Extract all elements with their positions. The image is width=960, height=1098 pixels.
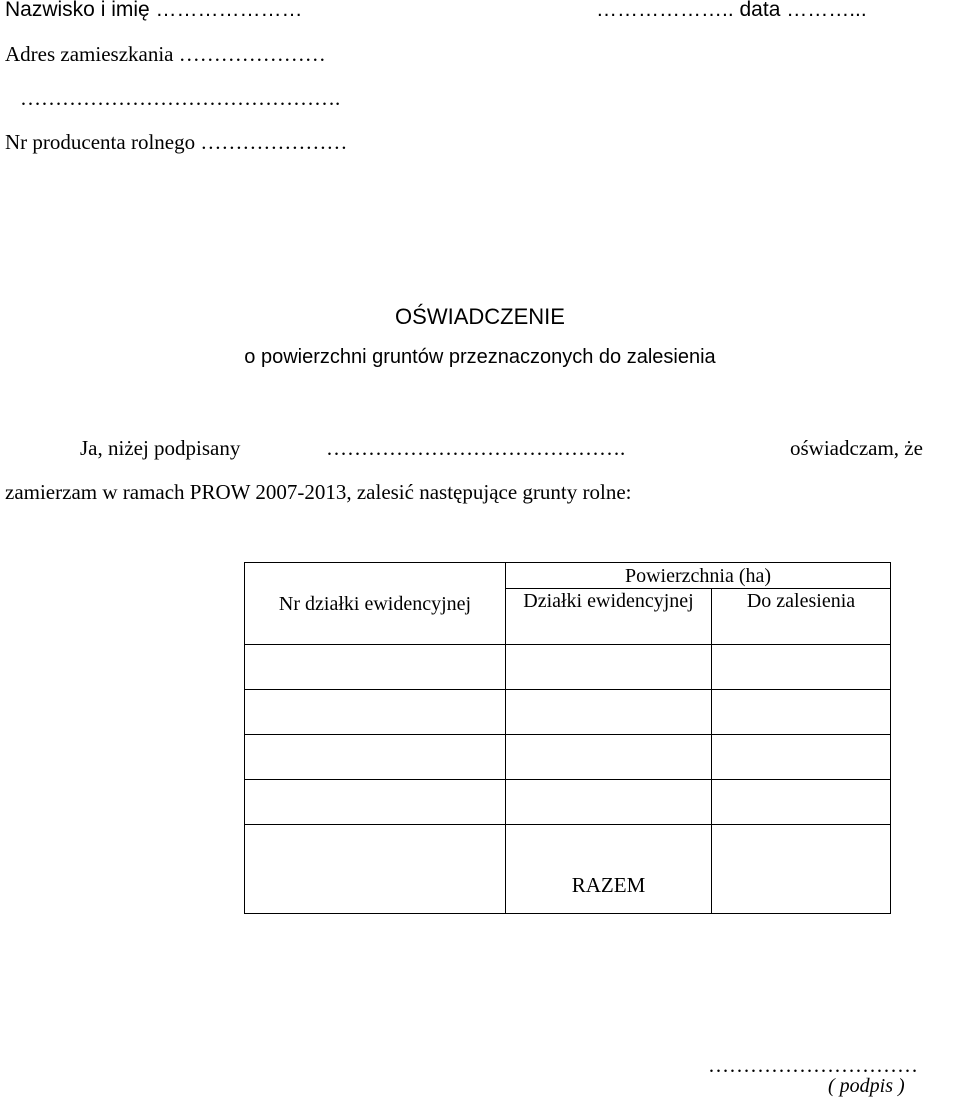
signature-label: ( podpis ) [828, 1075, 905, 1097]
total-row [245, 825, 891, 914]
table-row [245, 645, 891, 690]
plots-table [244, 562, 891, 914]
document-title: OŚWIADCZENIE [395, 304, 565, 329]
document-subtitle: o powierzchni gruntów przeznaczonych do zalesienia [244, 346, 716, 368]
date-field: ……………….. data ………... [596, 0, 867, 21]
address-line-2: ………………………………………. [20, 86, 341, 110]
declaration-name-dots: ……………………………………. [326, 436, 626, 460]
col-header-plot-number: Nr działki ewidencyjnej [245, 563, 506, 645]
declaration-intro: Ja, niżej podpisany [80, 436, 241, 460]
total-label: RAZEM [506, 825, 712, 914]
signature-dots: ………………………… [708, 1053, 918, 1077]
col-header-plot-area: Działki ewidencyjnej [506, 589, 712, 645]
declaration-declare: oświadczam, że [790, 436, 923, 460]
table-row [245, 690, 891, 735]
col-header-area: Powierzchnia (ha) [506, 563, 891, 589]
table-row [245, 780, 891, 825]
producer-number-field: Nr producenta rolnego ………………… [5, 130, 348, 154]
table-row [245, 735, 891, 780]
declaration-line-2: zamierzam w ramach PROW 2007-2013, zalesić następujące grunty rolne: [5, 480, 632, 504]
address-field: Adres zamieszkania ………………… [5, 42, 326, 66]
col-header-afforestation: Do zalesienia [712, 589, 891, 645]
name-field: Nazwisko i imię ………………… [5, 0, 303, 21]
